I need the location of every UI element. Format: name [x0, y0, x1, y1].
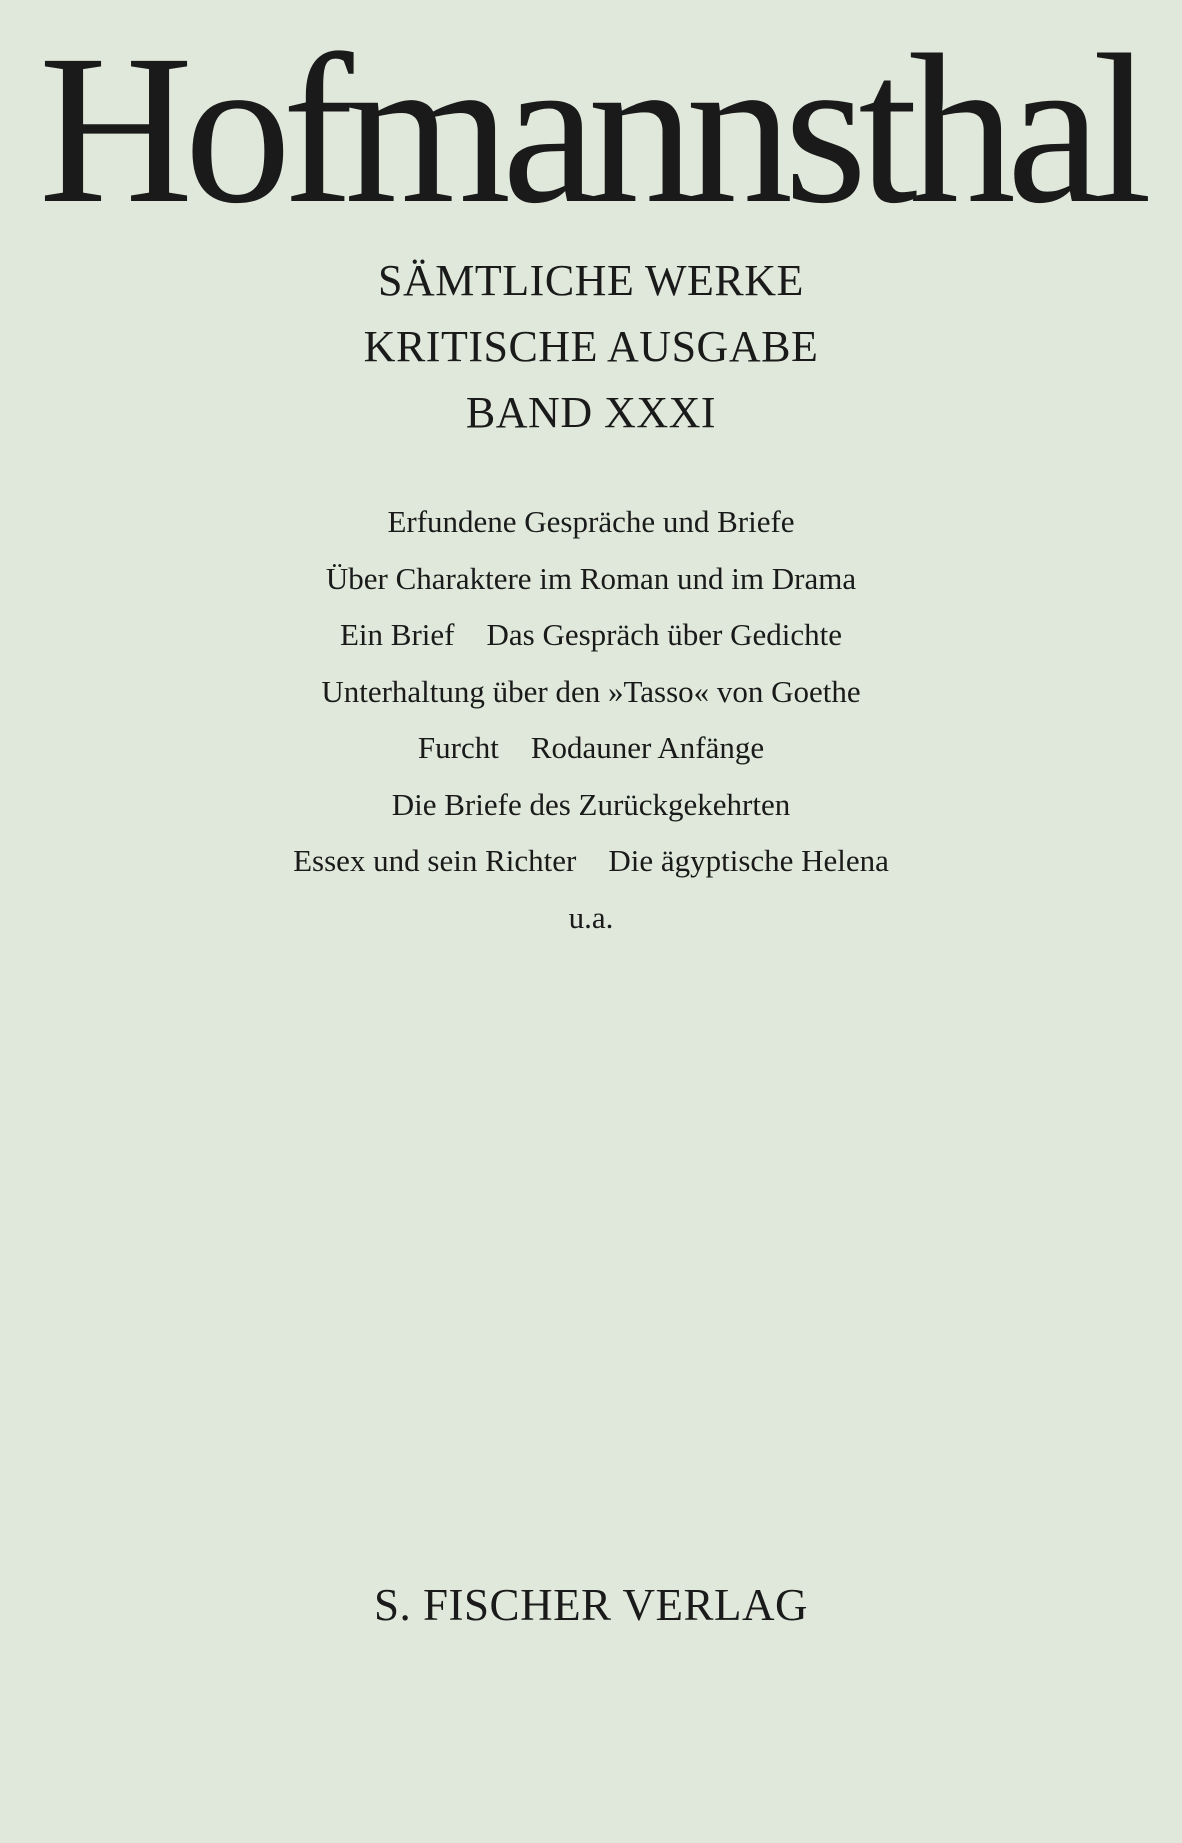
series-title: SÄMTLICHE WERKE	[378, 256, 804, 305]
contents-list	[0, 494, 1182, 946]
contents-line	[0, 720, 1182, 777]
contents-line	[0, 494, 1182, 551]
contents-line	[0, 551, 1182, 608]
work-title: Rodauner Anfänge	[530, 730, 765, 765]
series-block	[0, 248, 1182, 446]
author-name: Hofmannsthal	[38, 11, 1144, 248]
volume-number: BAND XXXI	[465, 388, 717, 437]
work-title: Die Briefe des Zurückgekehrten	[391, 786, 791, 822]
work-title: Unterhaltung über den »Tasso« von Goethe	[321, 673, 861, 709]
contents-line	[0, 833, 1182, 890]
work-title: Ein Brief	[340, 617, 455, 652]
edition-title: KRITISCHE AUSGABE	[363, 322, 819, 371]
contents-line	[0, 777, 1182, 834]
work-title: Über Charaktere im Roman und im Drama	[325, 560, 857, 596]
contents-line	[0, 664, 1182, 721]
work-title: Die ägyptische Helena	[608, 843, 889, 878]
contents-line	[0, 607, 1182, 664]
work-title: Essex und sein Richter	[293, 843, 577, 878]
work-title-etc: u.a.	[568, 899, 614, 935]
work-title: Erfundene Gespräche und Briefe	[387, 504, 795, 539]
work-title: Das Gespräch über Gedichte	[486, 617, 842, 652]
contents-line	[0, 890, 1182, 947]
publisher-name: S. FISCHER VERLAG	[373, 1580, 808, 1630]
work-title: Furcht	[417, 730, 499, 765]
